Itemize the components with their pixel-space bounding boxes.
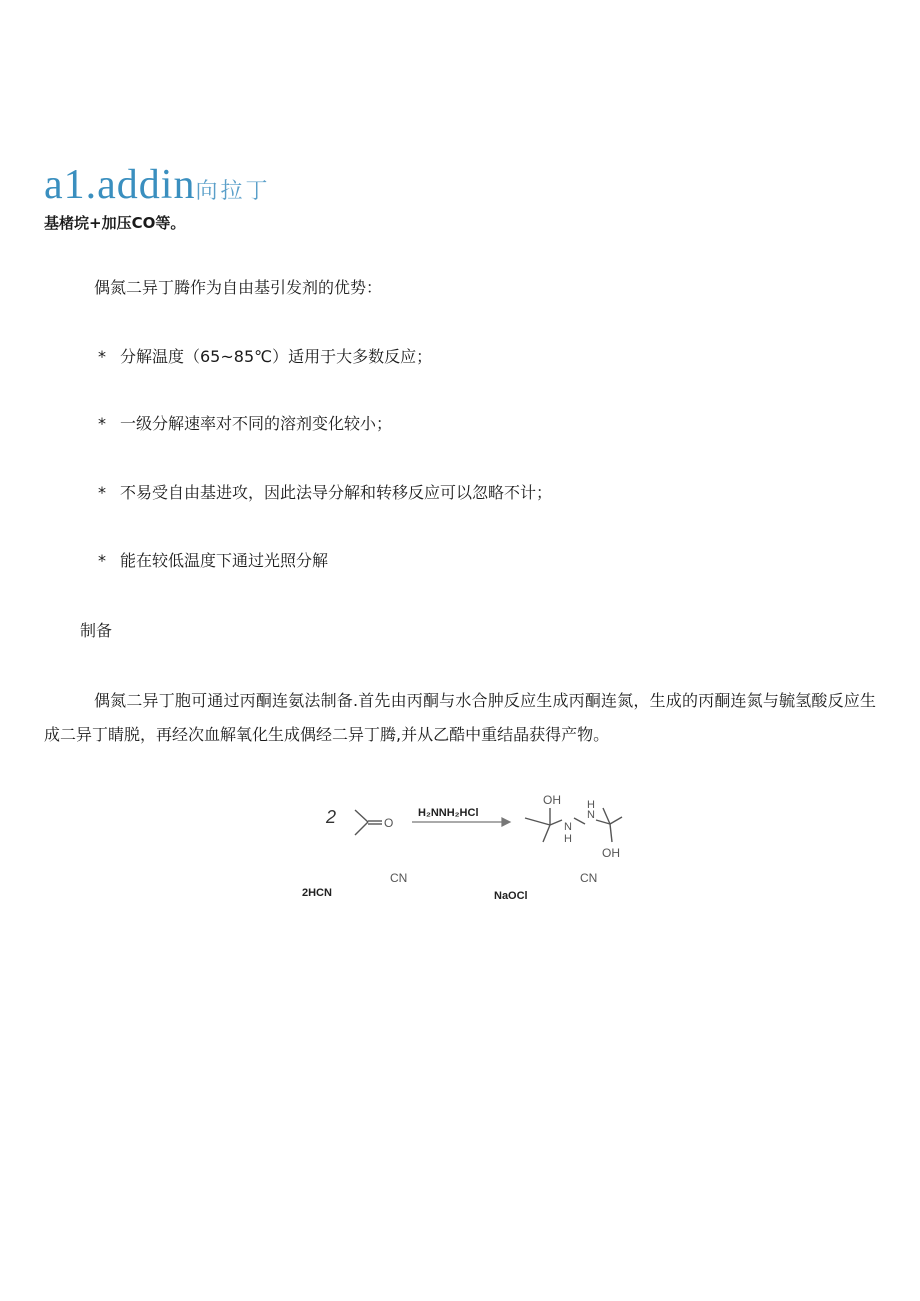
bullet-item <box>98 550 328 572</box>
reaction-scheme <box>300 780 680 920</box>
bullet-item <box>98 482 552 504</box>
bullet-text: 不易受自由基进攻，因此法导分解和转移反应可以忽略不计； <box>120 483 553 502</box>
bullet-text: 一级分解速率对不同的溶剂变化较小； <box>120 414 393 433</box>
cyano-label-left: CN <box>390 871 408 885</box>
reaction-arrow <box>412 818 510 826</box>
cyano-label-right: CN <box>580 871 598 885</box>
bullet-marker: * <box>98 483 106 502</box>
product-nitrogen-bottom: N <box>564 821 572 833</box>
product-hydrogen-top: H <box>587 799 595 811</box>
product-hydroxyl-bottom: OH <box>602 846 620 860</box>
product-structure <box>525 808 622 842</box>
bullet-item <box>98 346 432 368</box>
reagent-naocl: NaOCl <box>494 890 528 902</box>
product-nitrogen-top: N <box>587 809 595 821</box>
heading-suffix: 向拉丁 <box>195 179 271 204</box>
bullet-marker: * <box>98 414 106 433</box>
acetone-structure <box>355 810 382 835</box>
bullet-marker: * <box>98 551 106 570</box>
bullet-marker: * <box>98 347 106 366</box>
bullet-item <box>98 413 392 435</box>
product-hydrogen-bottom: H <box>564 833 572 845</box>
section-title: 制备 <box>80 621 113 640</box>
preparation-paragraph: 偶氮二异丁胞可通过丙酮连氨法制备.首先由丙酮与水合肿反应生成丙酮连氮，生成的丙酮连氮与毓氢酸反应生成二异丁睛脱，再经次血解氧化生成偶经二异丁腾,并从乙酷中重结晶获得产物。 <box>44 691 876 744</box>
bullet-text: 分解温度（65~85℃）适用于大多数反应； <box>120 347 433 366</box>
heading-main: a1.addin <box>44 162 196 208</box>
page-heading <box>44 160 270 217</box>
acetone-oxygen-label: O <box>384 816 394 830</box>
product-hydroxyl-top: OH <box>543 793 561 807</box>
intro-text: 偶氮二异丁腾作为自由基引发剂的优势： <box>94 278 383 297</box>
reagent-hcn: 2HCN <box>302 887 332 899</box>
scheme-coefficient: 2 <box>326 807 337 827</box>
bullet-text: 能在较低温度下通过光照分解 <box>120 551 329 570</box>
reagent-hydrazine: H₂NNH₂HCl <box>418 807 479 819</box>
subheading: 基楮垸+加压CO等。 <box>44 214 186 232</box>
